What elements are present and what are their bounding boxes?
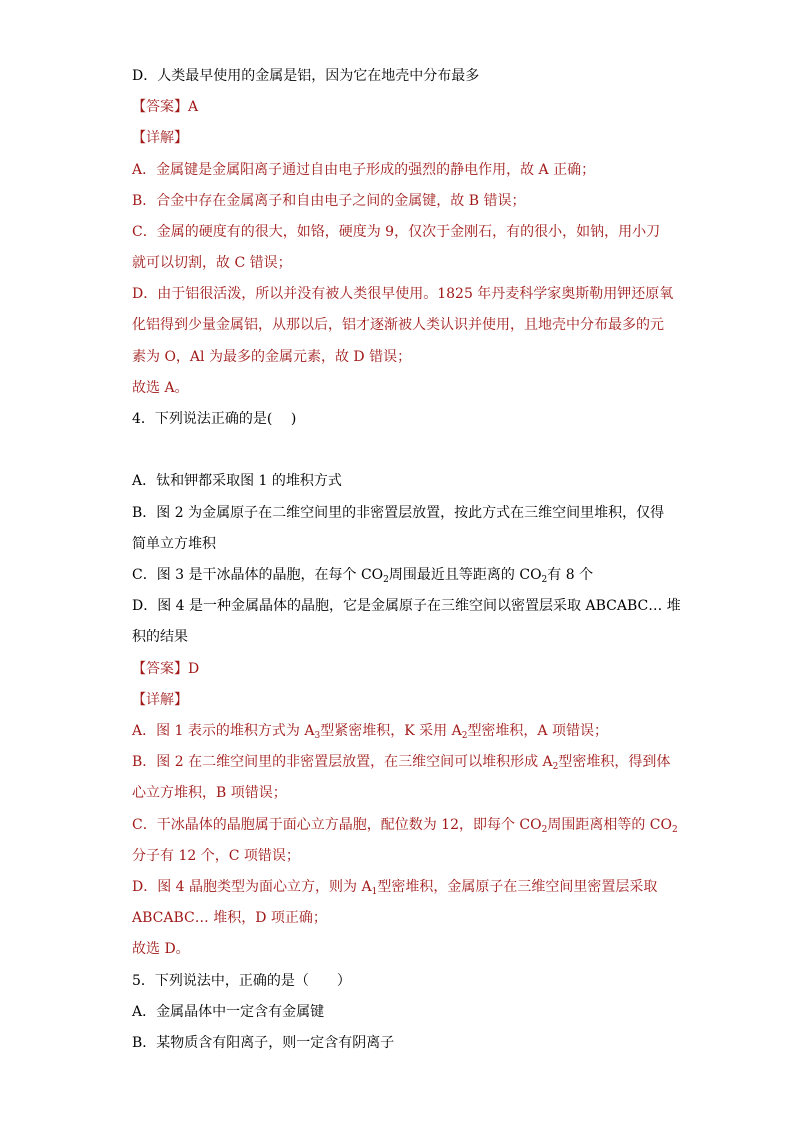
q4-explanation-d-text-2: 型密堆积，金属原子在三维空间里密置层采取 bbox=[377, 879, 658, 895]
q4-explanation-c-subscript-2: 2 bbox=[672, 825, 678, 835]
q4-explanation-a-text-3: 型密堆积，A 项错误； bbox=[467, 723, 608, 739]
q4-option-c-subscript-2: 2 bbox=[541, 575, 548, 585]
q4-detail-label: 【详解】 bbox=[132, 692, 188, 708]
q4-explanation-a bbox=[132, 721, 672, 741]
q4-explanation-d-subscript: 1 bbox=[371, 887, 378, 897]
q5-stem: 5．下列说法中，正确的是（ ） bbox=[132, 973, 351, 989]
q5-option-b: B．某物质含有阳离子，则一定含有阴离子 bbox=[132, 1035, 395, 1051]
q4-answer: 【答案】D bbox=[132, 661, 200, 677]
q4-explanation-c-line2: 分子有 12 个，C 项错误； bbox=[132, 848, 300, 864]
q4-option-d-line2: 积的结果 bbox=[132, 629, 188, 645]
q3-option-d: D．人类最早使用的金属是铝，因为它在地壳中分布最多 bbox=[132, 68, 480, 84]
q3-answer: 【答案】A bbox=[132, 99, 199, 115]
q4-explanation-c-text-1: C．干冰晶体的晶胞属于面心立方晶胞，配位数为 12，即每个 CO bbox=[132, 817, 542, 833]
q4-explanation-c-text-2: 周围距离相等的 CO bbox=[547, 817, 672, 833]
q4-explanation-b-line2: 心立方堆积，B 项错误； bbox=[132, 785, 287, 801]
q4-option-a: A．钛和钾都采取图 1 的堆积方式 bbox=[132, 473, 342, 489]
q4-explanation-b-line1 bbox=[132, 752, 672, 772]
q4-option-c-text-2: 周围最近且等距离的 CO bbox=[388, 567, 542, 583]
q4-explanation-d-text-1: D．图 4 晶胞类型为面心立方，则为 A bbox=[132, 879, 372, 895]
q4-explanation-a-subscript-1: 3 bbox=[314, 731, 321, 741]
q4-explanation-a-text-2: 型紧密堆积，K 采用 A bbox=[320, 723, 462, 739]
q3-explanation-d-line2: 化铝得到少量金属铝，从那以后，铝才逐渐被人类认识并使用，且地壳中分布最多的元 bbox=[132, 317, 664, 333]
q4-explanation-b-text-2: 型密堆积，得到体 bbox=[558, 754, 671, 770]
q3-explanation-c-line2: 就可以切割，故 C 错误； bbox=[132, 255, 292, 271]
q5-option-a: A．金属晶体中一定含有金属键 bbox=[132, 1004, 325, 1020]
q3-explanation-d-line3: 素为 O，Al 为最多的金属元素，故 D 错误； bbox=[132, 349, 412, 365]
q4-explanation-d-line1 bbox=[132, 877, 672, 897]
q4-option-b-line2: 简单立方堆积 bbox=[132, 536, 216, 552]
q4-option-b-line1: B．图 2 为金属原子在二维空间里的非密置层放置，按此方式在三维空间里堆积，仅得 bbox=[132, 505, 665, 521]
q3-detail-label: 【详解】 bbox=[132, 130, 188, 146]
q4-explanation-c-subscript-1: 2 bbox=[541, 825, 548, 835]
q4-explanation-c-line1 bbox=[132, 815, 678, 835]
q3-explanation-d-line1: D．由于铝很活泼，所以并没有被人类很早使用。1825 年丹麦科学家奥斯勒用钾还原氧 bbox=[132, 286, 674, 302]
q3-conclusion: 故选 A。 bbox=[132, 380, 189, 396]
q4-explanation-d-line2: ABCABC… 堆积，D 项正确； bbox=[132, 910, 327, 926]
q3-explanation-a: A．金属键是金属阳离子通过自由电子形成的强烈的静电作用，故 A 正确； bbox=[132, 162, 596, 178]
q4-option-c-text-1: C．图 3 是干冰晶体的晶胞，在每个 CO bbox=[132, 567, 384, 583]
q3-explanation-b: B．合金中存在金属离子和自由电子之间的金属键，故 B 错误； bbox=[132, 193, 526, 209]
q4-option-c-subscript-1: 2 bbox=[383, 575, 389, 585]
q4-stem: 4．下列说法正确的是( ) bbox=[132, 411, 297, 427]
q4-option-c-text-3: 有 8 个 bbox=[547, 567, 594, 583]
q4-option-d-line1: D．图 4 是一种金属晶体的晶胞，它是金属原子在三维空间以密置层采取 ABCABC… 堆 bbox=[132, 598, 681, 614]
q4-explanation-a-text-1: A．图 1 表示的堆积方式为 A bbox=[132, 723, 315, 739]
q4-explanation-b-subscript: 2 bbox=[552, 762, 559, 772]
q4-explanation-b-text-1: B．图 2 在二维空间里的非密置层放置，在三维空间可以堆积形成 A bbox=[132, 754, 553, 770]
q4-explanation-a-subscript-2: 2 bbox=[461, 731, 468, 741]
q4-conclusion: 故选 D。 bbox=[132, 941, 190, 957]
q4-option-c bbox=[132, 565, 672, 585]
q3-explanation-c-line1: C．金属的硬度有的很大，如铬，硬度为 9，仅次于金刚石，有的很小，如钠，用小刀 bbox=[132, 224, 661, 240]
